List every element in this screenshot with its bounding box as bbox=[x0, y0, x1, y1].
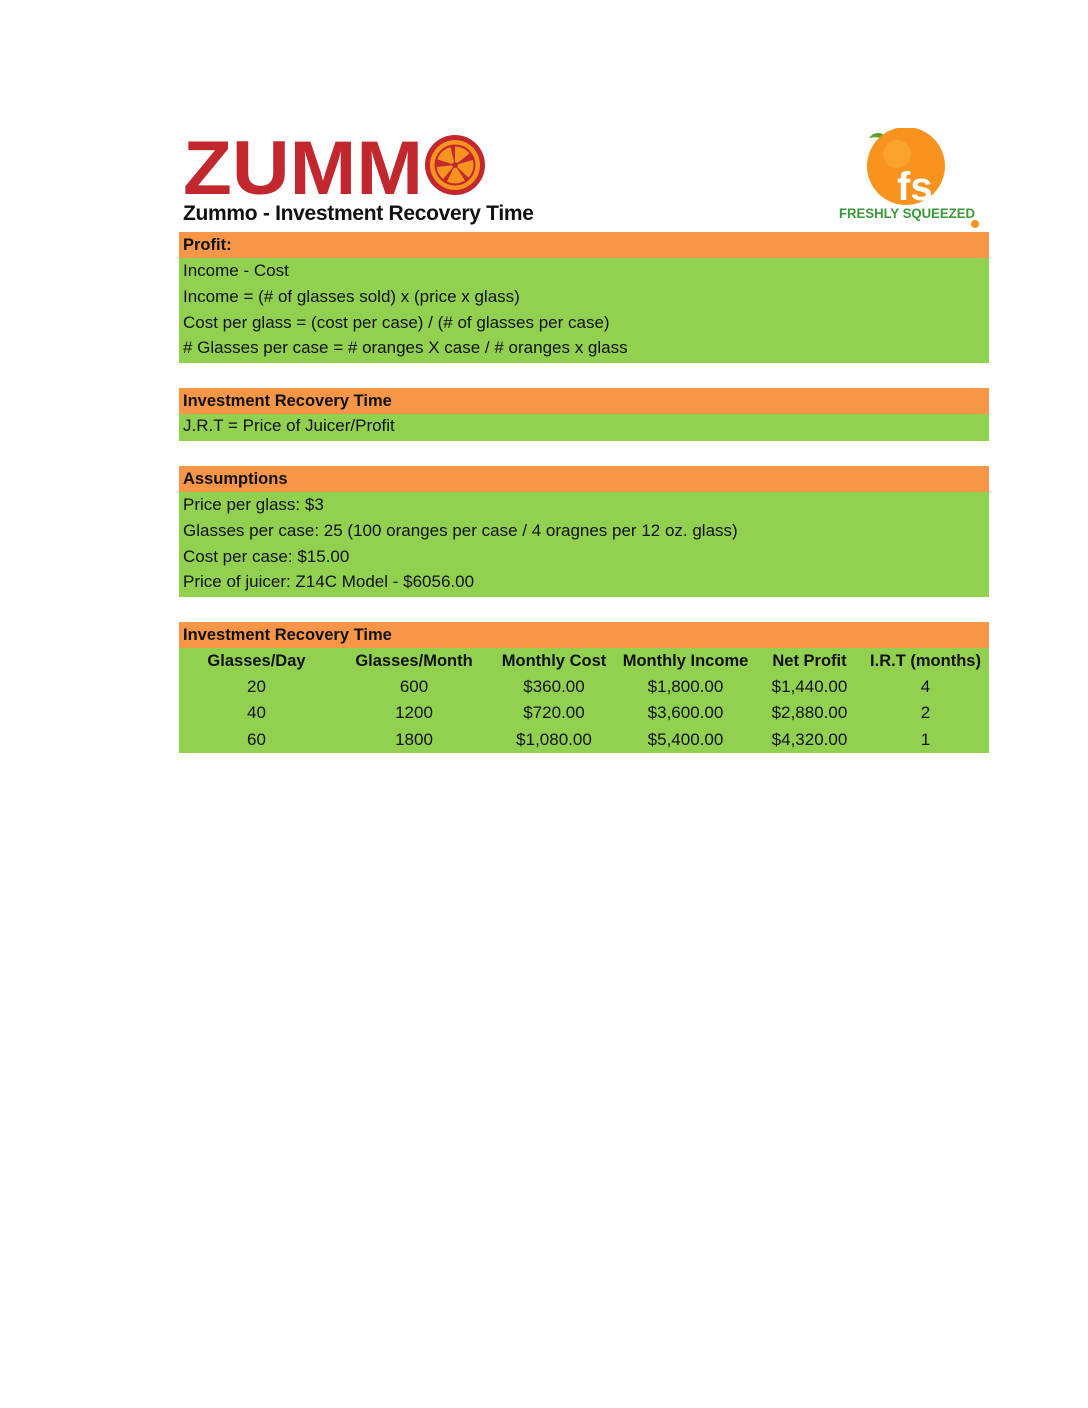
zummo-logo bbox=[183, 134, 493, 200]
column-header: Monthly Cost bbox=[501, 651, 607, 670]
column-header: Monthly Income bbox=[622, 651, 749, 670]
profit-header: Profit: bbox=[179, 232, 989, 258]
assumption-line: Glasses per case: 25 (100 oranges per case / 4 oragnes per 12 oz. glass) bbox=[179, 518, 989, 544]
table-cell: $720.00 bbox=[523, 703, 585, 722]
zummo-logo-text: ZUMM bbox=[183, 134, 423, 200]
document-sheet bbox=[179, 130, 989, 753]
assumption-line: Price per glass: $3 bbox=[179, 492, 989, 518]
profit-line: Income - Cost bbox=[179, 258, 989, 284]
spacer bbox=[179, 441, 989, 466]
assumption-line: Cost per case: $15.00 bbox=[179, 544, 989, 570]
table-cell: $5,400.00 bbox=[647, 729, 724, 749]
table-cell: $360.00 bbox=[523, 677, 585, 696]
table-cell: $2,880.00 bbox=[771, 703, 848, 722]
table-cell: 1800 bbox=[395, 729, 433, 749]
irt-formula-header: Investment Recovery Time bbox=[179, 388, 989, 414]
fs-tagline: FRESHLY SQUEEZED bbox=[839, 205, 975, 221]
assumption-line: Price of juicer: Z14C Model - $6056.00 bbox=[179, 570, 989, 597]
fs-initials: fs bbox=[897, 165, 933, 209]
table-cell: $1,440.00 bbox=[771, 677, 848, 696]
profit-line: Cost per glass = (cost per case) / (# of glasses per case) bbox=[179, 310, 989, 336]
irt-table-header: Investment Recovery Time bbox=[179, 622, 989, 648]
table-cell: 60 bbox=[247, 729, 266, 749]
table-cell: 600 bbox=[399, 677, 429, 696]
table-row bbox=[179, 726, 989, 753]
page-title: Zummo - Investment Recovery Time bbox=[183, 202, 534, 225]
table-cell: $3,600.00 bbox=[647, 703, 724, 722]
assumptions-section bbox=[179, 466, 989, 597]
column-header: Glasses/Day bbox=[207, 651, 306, 670]
profit-line: Income = (# of glasses sold) x (price x glass) bbox=[179, 284, 989, 310]
table-cell: 40 bbox=[247, 703, 266, 722]
table-cell: 2 bbox=[920, 703, 931, 722]
table-cell: 20 bbox=[247, 677, 266, 696]
orange-dot-icon bbox=[971, 220, 979, 228]
irt-table-section bbox=[179, 622, 989, 753]
irt-table bbox=[179, 648, 989, 753]
table-cell: 1 bbox=[920, 729, 931, 749]
assumptions-header: Assumptions bbox=[179, 466, 989, 492]
freshly-squeezed-logo bbox=[839, 128, 987, 230]
irt-formula-line: J.R.T = Price of Juicer/Profit bbox=[179, 414, 989, 441]
column-header: I.R.T (months) bbox=[870, 651, 981, 670]
profit-section bbox=[179, 232, 989, 363]
table-cell: $4,320.00 bbox=[771, 729, 848, 749]
brand-row bbox=[179, 130, 989, 232]
table-cell: $1,800.00 bbox=[647, 677, 724, 696]
table-row bbox=[179, 674, 989, 700]
spacer bbox=[179, 597, 989, 622]
table-row bbox=[179, 700, 989, 726]
table-cell: $1,080.00 bbox=[516, 729, 592, 749]
table-header-row bbox=[179, 648, 989, 674]
column-header: Net Profit bbox=[772, 651, 847, 670]
profit-line: # Glasses per case = # oranges X case / # oranges x glass bbox=[179, 336, 989, 363]
spacer bbox=[179, 363, 989, 388]
orange-slice-icon bbox=[425, 135, 485, 195]
table-cell: 1200 bbox=[395, 703, 433, 722]
column-header: Glasses/Month bbox=[355, 651, 473, 670]
irt-formula-section bbox=[179, 388, 989, 441]
table-cell: 4 bbox=[920, 677, 931, 696]
